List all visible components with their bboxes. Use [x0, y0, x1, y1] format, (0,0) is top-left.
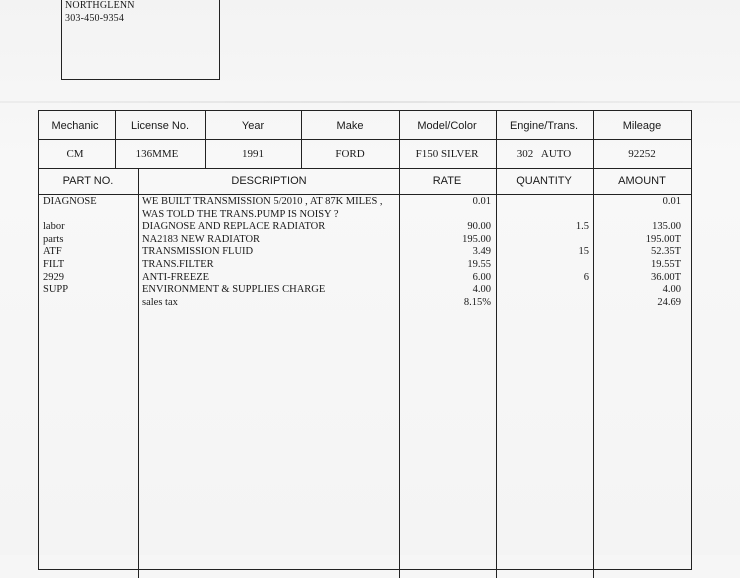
item-description: DIAGNOSE AND REPLACE RADIATOR — [142, 221, 326, 233]
vline-v1 — [115, 111, 116, 168]
item-description: WAS TOLD THE TRANS.PUMP IS NOISY ? — [142, 208, 339, 220]
model-value: F150 SILVER — [415, 148, 479, 160]
vline-i4 — [593, 168, 594, 578]
rate-header: RATE — [432, 175, 462, 187]
item-description: ENVIRONMENT & SUPPLIES CHARGE — [142, 284, 326, 296]
mechanic-header: Mechanic — [51, 120, 99, 132]
engine-value: 302 AUTO — [516, 148, 572, 160]
item-amount: 36.00T — [650, 271, 681, 283]
part-column — [43, 196, 97, 309]
description-header: DESCRIPTION — [231, 175, 307, 187]
item-rate: 19.55 — [467, 258, 491, 270]
item-description: TRANS.FILTER — [142, 258, 214, 270]
item-part: FILT — [43, 258, 65, 270]
item-amount: 195.00T — [645, 233, 681, 245]
item-quantity — [576, 234, 589, 247]
item-rate — [462, 209, 491, 222]
vline-v4 — [399, 111, 400, 168]
rate-column — [462, 196, 491, 309]
vline-v3 — [301, 111, 302, 168]
license-value: 136MME — [135, 148, 179, 160]
vline-i1 — [138, 168, 139, 578]
amount-column — [646, 196, 681, 309]
item-rate: 8.15% — [463, 296, 491, 308]
item-part: SUPP — [43, 284, 69, 296]
paper-fold — [0, 101, 740, 103]
shop-phone: 303-450-9354 — [65, 13, 125, 24]
item-part — [43, 297, 97, 310]
license-header: License No. — [130, 120, 190, 132]
item-rate: 195.00 — [462, 233, 491, 245]
make-value: FORD — [335, 148, 365, 160]
item-rate: 3.49 — [472, 246, 491, 258]
vline-i2 — [399, 168, 400, 578]
item-amount: 0.01 — [662, 196, 681, 207]
quantity-column — [576, 196, 589, 309]
vline-v6 — [593, 111, 594, 168]
item-quantity — [576, 284, 589, 297]
item-part — [43, 209, 97, 222]
item-quantity: 1.5 — [575, 221, 589, 233]
mileage-value: 92252 — [628, 148, 656, 160]
vline-i3 — [496, 168, 497, 578]
model-header: Model/Color — [417, 120, 477, 132]
item-description: ANTI-FREEZE — [142, 271, 210, 283]
item-description: WE BUILT TRANSMISSION 5/2010 , AT 87K MILES , — [142, 196, 383, 207]
item-quantity: 15 — [578, 246, 589, 258]
mechanic-value: CM — [66, 148, 84, 160]
year-header: Year — [241, 120, 265, 132]
quantity-header: QUANTITY — [516, 175, 572, 187]
shop-city: NORTHGLENN — [65, 0, 135, 11]
invoice-table — [38, 110, 692, 570]
item-part: ATF — [43, 246, 62, 258]
item-part: 2929 — [43, 271, 64, 283]
item-part: parts — [43, 233, 64, 245]
make-header: Make — [336, 120, 364, 132]
mileage-header: Mileage — [622, 120, 662, 132]
description-column — [142, 196, 383, 309]
item-amount: 135.00 — [652, 221, 681, 233]
item-quantity — [576, 259, 589, 272]
vline-v5 — [496, 111, 497, 168]
item-amount: 4.00 — [662, 284, 681, 296]
item-quantity — [576, 297, 589, 310]
part-no-header: PART NO. — [62, 175, 114, 187]
amount-header: AMOUNT — [618, 175, 666, 187]
year-value: 1991 — [242, 148, 264, 160]
item-amount: 52.35T — [650, 246, 681, 258]
item-amount: 19.55T — [650, 258, 681, 270]
shop-address-box — [61, 0, 220, 80]
item-part: labor — [43, 221, 65, 233]
item-quantity — [576, 209, 589, 222]
item-rate: 4.00 — [472, 284, 491, 296]
item-part: DIAGNOSE — [43, 196, 97, 207]
engine-header: Engine/Trans. — [509, 120, 579, 132]
item-description: NA2183 NEW RADIATOR — [142, 233, 261, 245]
item-quantity: 6 — [583, 271, 589, 283]
item-rate: 6.00 — [472, 271, 491, 283]
item-rate: 0.01 — [472, 196, 491, 207]
item-description: TRANSMISSION FLUID — [142, 246, 254, 258]
item-rate: 90.00 — [467, 221, 491, 233]
item-amount: 24.69 — [657, 296, 681, 308]
item-quantity — [576, 196, 589, 209]
vline-v2 — [205, 111, 206, 168]
item-description: sales tax — [142, 296, 178, 308]
item-amount — [646, 209, 681, 222]
